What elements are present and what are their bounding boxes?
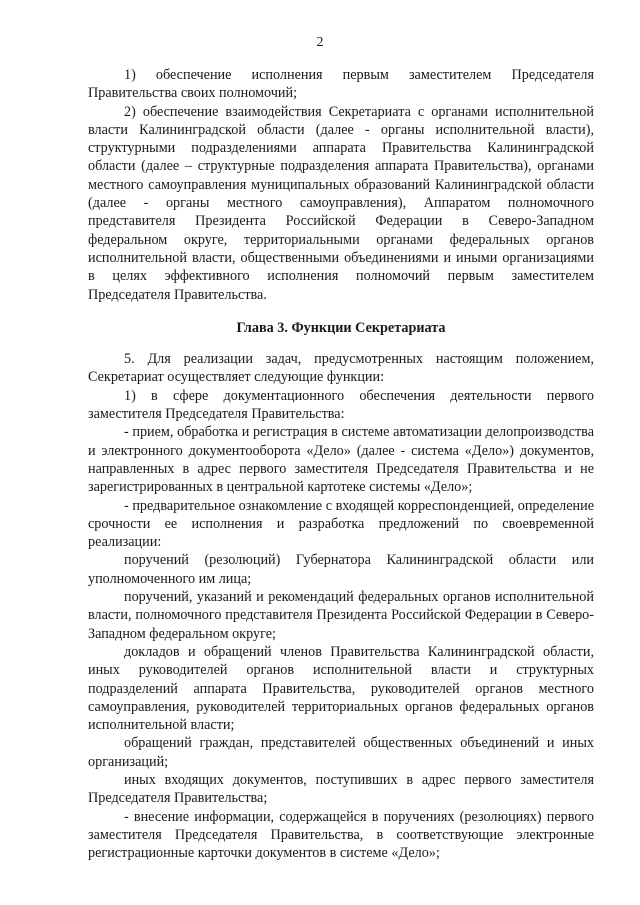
paragraph-reception-processing: - прием, обработка и регистрация в системе автоматизации делопроизводства и электронного документооборота «Дело» (далее - система «Дело») документов, направленных в адрес первого заместителя Председателя Правительства и не зарегистрированных в центральной картотеке системы «Дело»;	[88, 424, 594, 496]
paragraph-reports: докладов и обращений членов Правительства Калининградской области, иных руководителей органов исполнительной власти и структурных подразделений аппарата Правительства, руководителей органов местного самоуправления, руководителей территориальных органов федеральных органов исполнительной власти;	[88, 643, 594, 734]
paragraph-federal-orders: поручений, указаний и рекомендаций федеральных органов исполнительной власти, полномочного представителя Президента Российской Федерации в Северо-Западном федеральном округе;	[88, 589, 594, 642]
document-body	[88, 66, 594, 862]
paragraph-clause-5: 5. Для реализации задач, предусмотренных настоящим положением, Секретариат осуществляет следующие функции:	[88, 351, 594, 386]
paragraph-preliminary-review: - предварительное ознакомление с входящей корреспонденцией, определение срочности ее исполнения и разработка предложений по своевременной реализации:	[88, 497, 594, 551]
paragraph-subitem-1: 1) в сфере документационного обеспечения деятельности первого заместителя Председателя Правительства:	[88, 387, 594, 423]
paragraph-citizen-appeals: обращений граждан, представителей общественных объединений и иных организаций;	[88, 735, 594, 770]
page-number: 2	[316, 35, 324, 50]
paragraph-other-documents: иных входящих документов, поступивших в адрес первого заместителя Председателя Правительства;	[88, 771, 594, 807]
paragraph-governor-orders: поручений (резолюций) Губернатора Калининградской области или уполномоченного им лица;	[88, 552, 594, 587]
paragraph-item-2: 2) обеспечение взаимодействия Секретариата с органами исполнительной власти Калининградской области (далее - органы исполнительной власти), структурными подразделениями аппарата Правительства Калининградской области (далее – структурные подразделения аппарата Правительства), органами местного самоуправления муниципальных образований Калининградской области (далее - органы местного самоуправления), Аппаратом полномочного представителя Президента Российской Федерации в Северо-Западном федеральном округе, территориальными органами федеральных органов исполнительной власти, общественными объединениями и иными организациями в целях эффективного исполнения полномочий первым заместителем Председателя Правительства.	[88, 103, 594, 303]
chapter-heading: Глава 3. Функции Секретариата	[236, 319, 446, 336]
paragraph-information-entry: - внесение информации, содержащейся в поручениях (резолюциях) первого заместителя Председателя Правительства, в соответствующие электронные регистрационные карточки документов в системе «Дело»;	[88, 808, 594, 862]
paragraph-item-1: 1) обеспечение исполнения первым заместителем Председателя Правительства своих полномочий;	[88, 67, 594, 102]
